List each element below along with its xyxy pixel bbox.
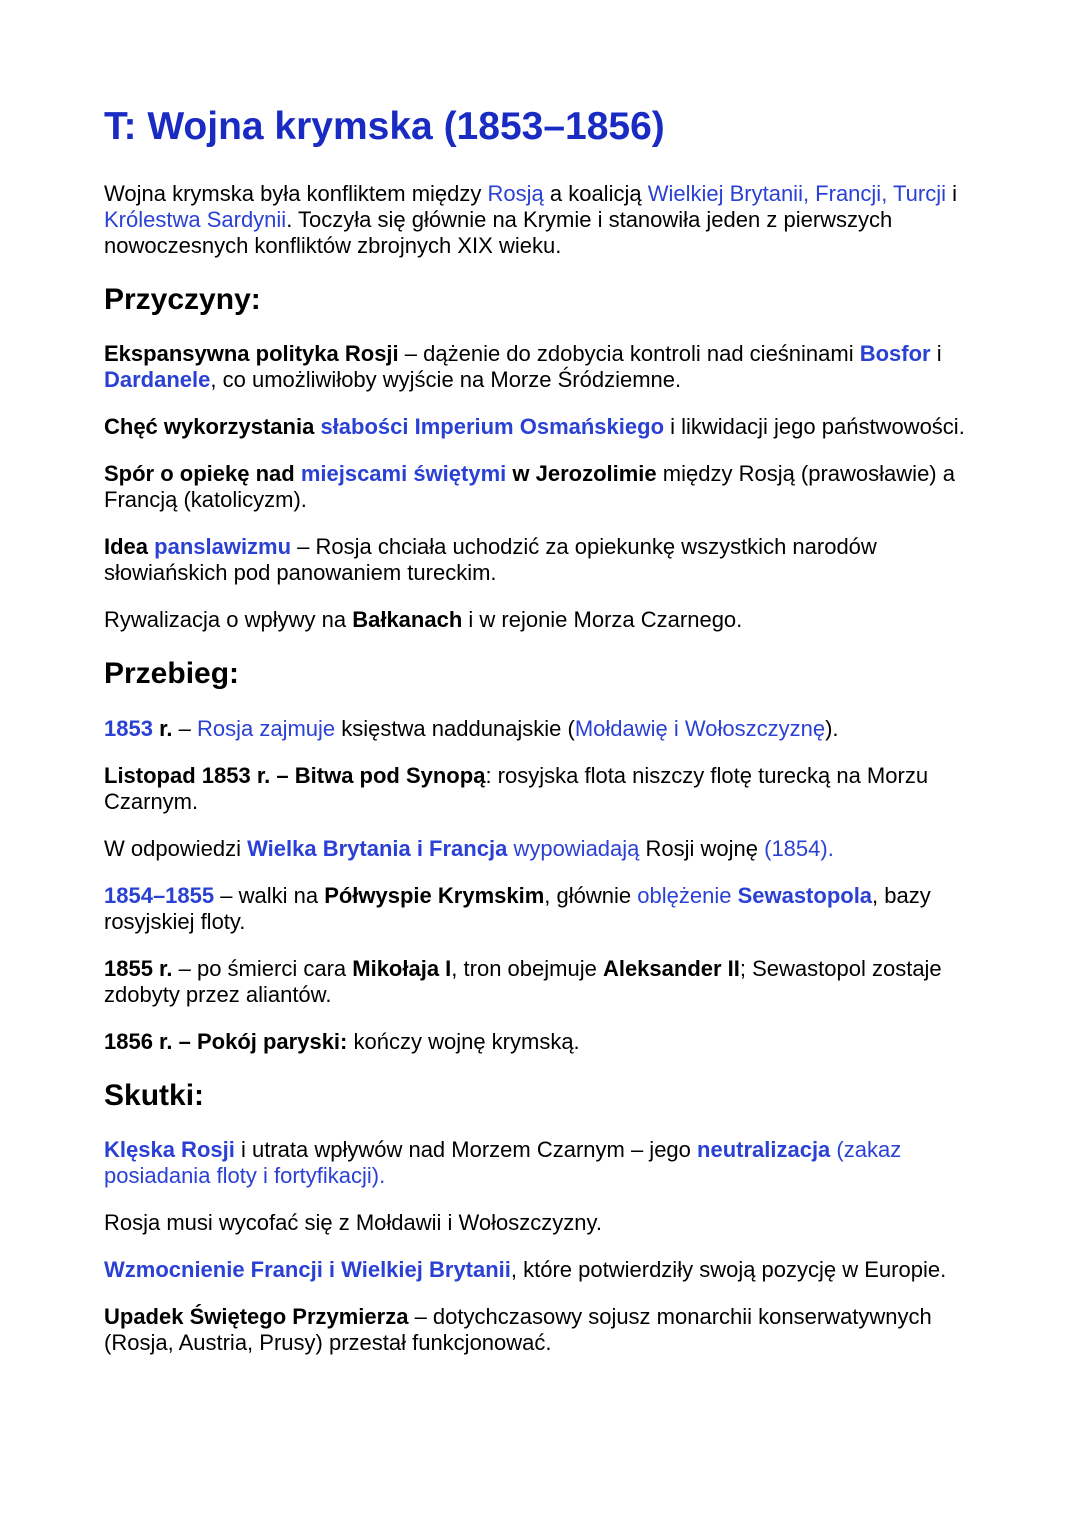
- paragraph: [104, 1257, 984, 1283]
- text-run: , głównie: [544, 882, 638, 908]
- text-run: Półwyspie Krymskim: [324, 882, 545, 908]
- paragraph: [104, 181, 984, 259]
- text-run: Listopad 1853 r. – Bitwa pod Synopą: [104, 762, 486, 788]
- text-run: – Rosja chciała uchodzić za opiekunkę wszystkich narodów słowiańskich pod panowaniem tureckim.: [104, 534, 877, 586]
- link-text[interactable]: Wielkiej Brytanii, Francji, Turcji: [647, 180, 946, 206]
- link-text[interactable]: Dardanele: [104, 367, 211, 393]
- text-run: , które potwierdziły swoją pozycję w Europie.: [510, 1257, 947, 1283]
- link-text[interactable]: wypowiadają: [507, 835, 640, 861]
- text-run: i: [945, 180, 957, 206]
- paragraph: [104, 883, 984, 935]
- text-run: r.: [152, 715, 173, 741]
- link-text[interactable]: Sewastopola: [737, 882, 873, 908]
- link-text[interactable]: Rosja zajmuje: [197, 715, 336, 741]
- text-run: Bałkanach: [352, 607, 463, 633]
- text-run: W odpowiedzi: [104, 835, 248, 861]
- text-run: Mikołaja I: [352, 955, 452, 981]
- text-run: Upadek Świętego Przymierza: [104, 1304, 409, 1330]
- text-run: . Toczyła się głównie na Krymie i stanowiła jeden z pierwszych nowoczesnych konfliktów zbrojnych XIX wieku.: [104, 206, 893, 258]
- text-run: księstwa naddunajskie (: [335, 715, 575, 741]
- text-run: Spór o opiekę nad: [104, 461, 301, 487]
- text-run: – dążenie do zdobycia kontroli nad cieśninami: [398, 341, 860, 367]
- text-run: Chęć wykorzystania: [104, 414, 321, 440]
- paragraph: [104, 341, 984, 393]
- link-text[interactable]: Wielka Brytania i Francja: [247, 835, 508, 861]
- text-run: w Jerozolimie: [506, 461, 657, 487]
- text-run: między Rosją (prawosławie) a Francją (katolicyzm).: [104, 461, 955, 513]
- paragraph: [104, 461, 984, 513]
- text-run: –: [172, 715, 197, 741]
- text-run: , co umożliwiłoby wyjście na Morze Śródziemne.: [210, 367, 682, 393]
- paragraph: [104, 534, 984, 586]
- paragraph: [104, 1137, 984, 1189]
- paragraph: [104, 607, 984, 633]
- text-run: 1855 r.: [104, 955, 173, 981]
- link-text[interactable]: panslawizmu: [154, 534, 292, 560]
- text-run: Rosja musi wycofać się z Mołdawii i Wołoszczyzny.: [104, 1210, 602, 1236]
- paragraph: [104, 763, 984, 815]
- link-text[interactable]: Wzmocnienie Francji i Wielkiej Brytanii: [104, 1257, 511, 1283]
- document-body: [104, 181, 984, 1357]
- link-text[interactable]: (zakaz posiadania floty i fortyfikacji).: [104, 1137, 902, 1189]
- text-run: – walki na: [214, 882, 325, 908]
- text-run: ; Sewastopol zostaje zdobyty przez aliantów.: [104, 955, 942, 1007]
- link-text[interactable]: miejscami świętymi: [300, 461, 507, 487]
- text-run: i w rejonie Morza Czarnego.: [462, 607, 743, 633]
- paragraph: [104, 1304, 984, 1356]
- text-run: : rosyjska flota niszczy flotę turecką na Morzu Czarnym.: [104, 762, 929, 814]
- text-run: ).: [825, 715, 839, 741]
- text-run: a koalicją: [543, 180, 648, 206]
- text-run: Rosji wojnę: [639, 835, 765, 861]
- text-run: Rywalizacja o wpływy na: [104, 607, 353, 633]
- text-run: , tron obejmuje: [451, 955, 603, 981]
- link-text[interactable]: (1854).: [764, 835, 834, 861]
- text-run: Ekspansywna polityka Rosji: [104, 341, 399, 367]
- section-heading: Przebieg:: [104, 657, 240, 691]
- text-run: Wojna krymska była konfliktem między: [104, 180, 488, 206]
- section-heading: Przyczyny:: [104, 282, 261, 316]
- link-text[interactable]: Rosją: [487, 180, 544, 206]
- paragraph: [104, 1210, 984, 1236]
- text-run: , bazy rosyjskiej floty.: [104, 882, 931, 934]
- text-run: – dotychczasowy sojusz monarchii konserwatywnych (Rosja, Austria, Prusy) przestał funkcjonować.: [104, 1304, 932, 1356]
- link-text[interactable]: 1854–1855: [104, 882, 215, 908]
- text-run: kończy wojnę krymską.: [347, 1028, 580, 1054]
- text-run: – po śmierci cara: [172, 955, 353, 981]
- link-text[interactable]: Bosfor: [859, 341, 931, 367]
- link-text[interactable]: neutralizacja: [697, 1137, 831, 1163]
- paragraph: [104, 1029, 984, 1055]
- text-run: 1856 r. – Pokój paryski:: [104, 1028, 348, 1054]
- link-text[interactable]: Klęska Rosji: [104, 1137, 235, 1163]
- document-title: T: Wojna krymska (1853–1856): [104, 105, 665, 148]
- link-text[interactable]: Mołdawię i Wołoszczyznę: [574, 715, 826, 741]
- text-run: i likwidacji jego państwowości.: [664, 414, 965, 440]
- paragraph: [104, 716, 984, 742]
- paragraph: [104, 414, 984, 440]
- link-text[interactable]: Królestwa Sardynii: [104, 206, 287, 232]
- paragraph: [104, 956, 984, 1008]
- link-text[interactable]: słabości Imperium Osmańskiego: [320, 414, 665, 440]
- paragraph: [104, 836, 984, 862]
- link-text[interactable]: 1853: [104, 715, 153, 741]
- link-text[interactable]: oblężenie: [637, 882, 738, 908]
- text-run: Aleksander II: [602, 955, 740, 981]
- text-run: i: [930, 341, 942, 367]
- text-run: Idea: [104, 534, 155, 560]
- section-heading: Skutki:: [104, 1078, 205, 1112]
- text-run: i utrata wpływów nad Morzem Czarnym – jego: [234, 1137, 698, 1163]
